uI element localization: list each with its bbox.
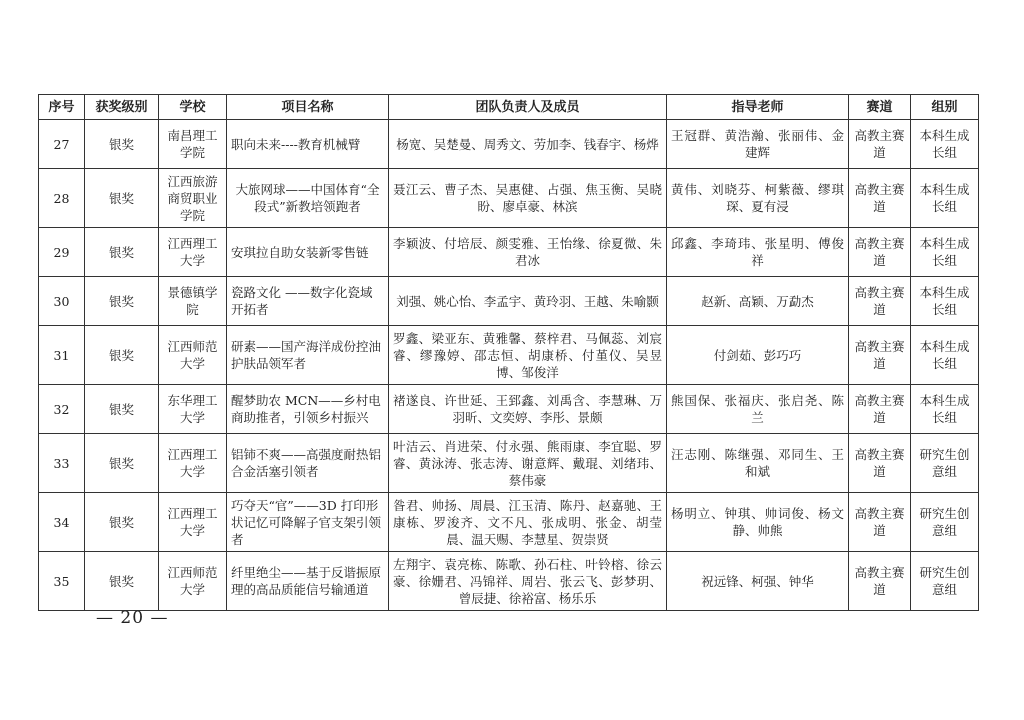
cell-group: 本科生成长组 (911, 326, 979, 385)
cell-level: 银奖 (85, 169, 159, 228)
col-header-school: 学校 (159, 95, 227, 120)
cell-members: 李颖波、付培辰、颜雯雅、王怡缘、徐夏微、朱君冰 (389, 228, 667, 277)
table-row (39, 434, 979, 493)
cell-level: 银奖 (85, 326, 159, 385)
cell-track: 高教主赛道 (849, 228, 911, 277)
cell-school: 南昌理工学院 (159, 120, 227, 169)
cell-level: 银奖 (85, 385, 159, 434)
cell-no: 33 (39, 434, 85, 493)
cell-members: 刘强、姚心怡、李孟宇、黄玲羽、王越、朱喻颢 (389, 277, 667, 326)
table-row (39, 326, 979, 385)
cell-track: 高教主赛道 (849, 493, 911, 552)
cell-school: 江西理工大学 (159, 493, 227, 552)
col-header-no: 序号 (39, 95, 85, 120)
cell-advisors: 杨明立、钟琪、帅词俊、杨文静、帅熊 (667, 493, 849, 552)
cell-group: 本科生成长组 (911, 120, 979, 169)
col-header-group: 组别 (911, 95, 979, 120)
cell-advisors: 熊国保、张福庆、张启尧、陈兰 (667, 385, 849, 434)
cell-track: 高教主赛道 (849, 552, 911, 611)
cell-members: 叶洁云、肖进荣、付永强、熊雨康、李宜聪、罗睿、黄泳涛、张志涛、谢意辉、戴琨、刘绪玮、蔡伟豪 (389, 434, 667, 493)
cell-advisors: 祝远锋、柯强、钟华 (667, 552, 849, 611)
cell-project: 安琪拉自助女装新零售链 (227, 228, 389, 277)
cell-no: 35 (39, 552, 85, 611)
cell-level: 银奖 (85, 493, 159, 552)
table-row (39, 228, 979, 277)
cell-level: 银奖 (85, 277, 159, 326)
cell-project: 研素——国产海洋成份控油护肤品领军者 (227, 326, 389, 385)
table-row (39, 120, 979, 169)
cell-members: 昝君、帅扬、周晨、江玉清、陈丹、赵嘉驰、王康栋、罗浚齐、文不凡、张成明、张金、胡莹晨、温天赐、李慧星、贺崇贤 (389, 493, 667, 552)
cell-level: 银奖 (85, 120, 159, 169)
cell-track: 高教主赛道 (849, 385, 911, 434)
cell-members: 左翔宇、袁亮栋、陈歌、孙石柱、叶铃榕、徐云豪、徐姗君、冯锦祥、周岩、张云飞、彭梦玥、曾辰捷、徐裕富、杨乐乐 (389, 552, 667, 611)
cell-advisors: 王冠群、黄浩瀚、张丽伟、金建辉 (667, 120, 849, 169)
table-row (39, 277, 979, 326)
cell-no: 31 (39, 326, 85, 385)
cell-track: 高教主赛道 (849, 120, 911, 169)
cell-group: 本科生成长组 (911, 277, 979, 326)
cell-group: 研究生创意组 (911, 552, 979, 611)
cell-group: 研究生创意组 (911, 434, 979, 493)
cell-level: 银奖 (85, 552, 159, 611)
col-header-track: 赛道 (849, 95, 911, 120)
header-row (39, 95, 979, 120)
cell-advisors: 赵新、高颖、万勐杰 (667, 277, 849, 326)
cell-group: 本科生成长组 (911, 385, 979, 434)
col-header-advisors: 指导老师 (667, 95, 849, 120)
cell-group: 本科生成长组 (911, 228, 979, 277)
cell-level: 银奖 (85, 228, 159, 277)
cell-school: 江西师范大学 (159, 552, 227, 611)
cell-members: 褚遂良、许世延、王郅鑫、刘禹含、李慧琳、万羽昕、文奕婷、李彤、景颇 (389, 385, 667, 434)
cell-school: 江西旅游商贸职业学院 (159, 169, 227, 228)
cell-no: 32 (39, 385, 85, 434)
cell-no: 28 (39, 169, 85, 228)
cell-members: 杨宽、吴楚曼、周秀文、劳加李、钱春宇、杨烨 (389, 120, 667, 169)
cell-members: 聂江云、曹子杰、吴惠健、占强、焦玉衡、吴晓盼、廖卓豪、林滨 (389, 169, 667, 228)
cell-track: 高教主赛道 (849, 277, 911, 326)
cell-school: 景德镇学院 (159, 277, 227, 326)
cell-no: 34 (39, 493, 85, 552)
cell-no: 29 (39, 228, 85, 277)
cell-project: 醒梦助农 MCN——乡村电商助推者，引领乡村振兴 (227, 385, 389, 434)
cell-project: 巧夺天“官”——3D 打印形状记忆可降解子官支架引领者 (227, 493, 389, 552)
col-header-project: 项目名称 (227, 95, 389, 120)
col-header-members: 团队负责人及成员 (389, 95, 667, 120)
cell-advisors: 汪志刚、陈继强、邓同生、王和斌 (667, 434, 849, 493)
cell-no: 27 (39, 120, 85, 169)
cell-project: 铝铈不爽——高强度耐热铝合金活塞引领者 (227, 434, 389, 493)
col-header-level: 获奖级别 (85, 95, 159, 120)
cell-school: 东华理工大学 (159, 385, 227, 434)
cell-group: 本科生成长组 (911, 169, 979, 228)
cell-track: 高教主赛道 (849, 434, 911, 493)
page-number: — 20 — (96, 608, 169, 628)
cell-level: 银奖 (85, 434, 159, 493)
cell-no: 30 (39, 277, 85, 326)
cell-school: 江西师范大学 (159, 326, 227, 385)
awards-table (38, 94, 979, 611)
table-row (39, 552, 979, 611)
cell-members: 罗鑫、梁亚东、黄雅馨、蔡梓君、马佩蕊、刘宸睿、缪豫婷、邵志恒、胡康桥、付堇仪、吴昱博、邹俊洋 (389, 326, 667, 385)
cell-advisors: 邱鑫、李琦玮、张星明、傅俊祥 (667, 228, 849, 277)
cell-advisors: 黄伟、刘晓芬、柯紫薇、缪琪琛、夏有浸 (667, 169, 849, 228)
cell-project: 纤里绝尘——基于反谐振原理的高品质能信号输通道 (227, 552, 389, 611)
cell-project: 瓷路文化 ——数字化瓷域开拓者 (227, 277, 389, 326)
cell-school: 江西理工大学 (159, 228, 227, 277)
table-row (39, 493, 979, 552)
table-row (39, 169, 979, 228)
table-row (39, 385, 979, 434)
cell-school: 江西理工大学 (159, 434, 227, 493)
cell-group: 研究生创意组 (911, 493, 979, 552)
cell-track: 高教主赛道 (849, 169, 911, 228)
cell-project: 大旅网球——中国体育“全段式”新教培领跑者 (227, 169, 389, 228)
cell-advisors: 付剑茹、彭巧巧 (667, 326, 849, 385)
cell-track: 高教主赛道 (849, 326, 911, 385)
cell-project: 职向未来----教育机械臂 (227, 120, 389, 169)
